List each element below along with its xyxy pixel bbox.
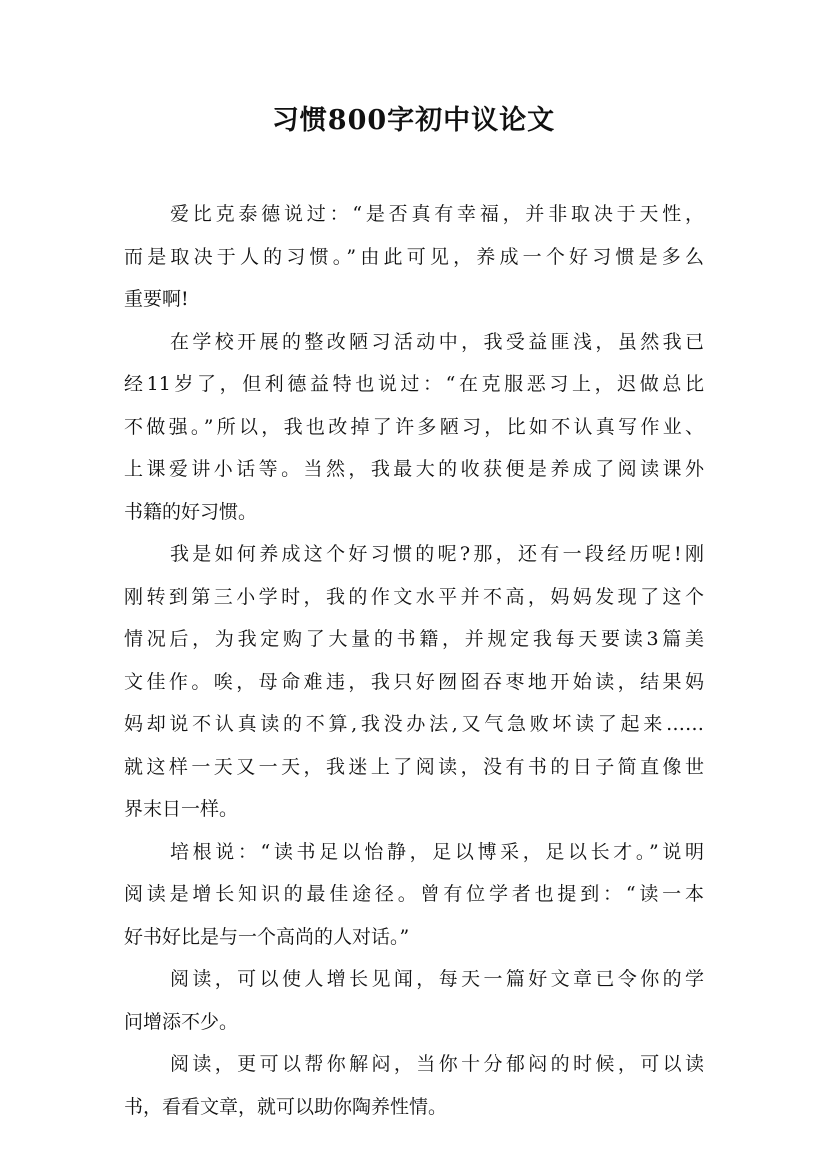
text-line: 在学校开展的整改陋习活动中，我受益匪浅，虽然我已 [170, 330, 704, 353]
text-line: 刚转到第三小学时，我的作文水平并不高，妈妈发现了这个 [124, 585, 704, 608]
text-line: 重要啊! [124, 288, 189, 310]
document-title: 习惯800字初中议论文 [271, 105, 556, 136]
text-line: 问增添不少。 [124, 1010, 239, 1033]
text-line: 文佳作。唉，母命难违，我只好囫囵吞枣地开始读，结果妈 [124, 670, 704, 693]
text-line: 爱比克泰德说过：“是否真有幸福，并非取决于天性， [170, 203, 704, 225]
text-line: 阅读，更可以帮你解闷，当你十分郁闷的时候，可以读 [170, 1053, 704, 1075]
document-body [124, 193, 704, 1128]
text-line: 培根说：“读书足以怡静，足以博采，足以长才。”说明 [170, 840, 704, 863]
text-line: 妈却说不认真读的不算,我没办法,又气急败坏读了起来…… [124, 713, 704, 735]
text-line: 阅读是增长知识的最佳途径。曾有位学者也提到：“读一本 [124, 883, 704, 905]
text-line: 阅读，可以使人增长见闻，每天一篇好文章已令你的学 [170, 968, 704, 990]
text-line: 界末日一样。 [124, 798, 239, 820]
text-line: 上课爱讲小话等。当然，我最大的收获便是养成了阅读课外 [124, 458, 704, 480]
text-line: 就这样一天又一天，我迷上了阅读，没有书的日子简直像世 [124, 755, 704, 778]
text-line: 我是如何养成这个好习惯的呢?那，还有一段经历呢!刚 [170, 543, 704, 565]
text-line: 情况后，为我定购了大量的书籍，并规定我每天要读3篇美 [124, 628, 704, 650]
text-line: 书，看看文章，就可以助你陶养性情。 [124, 1095, 448, 1118]
text-line: 而是取决于人的习惯。”由此可见，养成一个好习惯是多么 [124, 245, 704, 268]
text-line: 经11岁了，但利德益特也说过：“在克服恶习上，迟做总比 [124, 373, 704, 395]
text-line: 不做强。”所以，我也改掉了许多陋习，比如不认真写作业、 [124, 415, 704, 438]
text-line: 好书好比是与一个高尚的人对话。” [124, 925, 410, 948]
text-line: 书籍的好习惯。 [124, 500, 258, 523]
